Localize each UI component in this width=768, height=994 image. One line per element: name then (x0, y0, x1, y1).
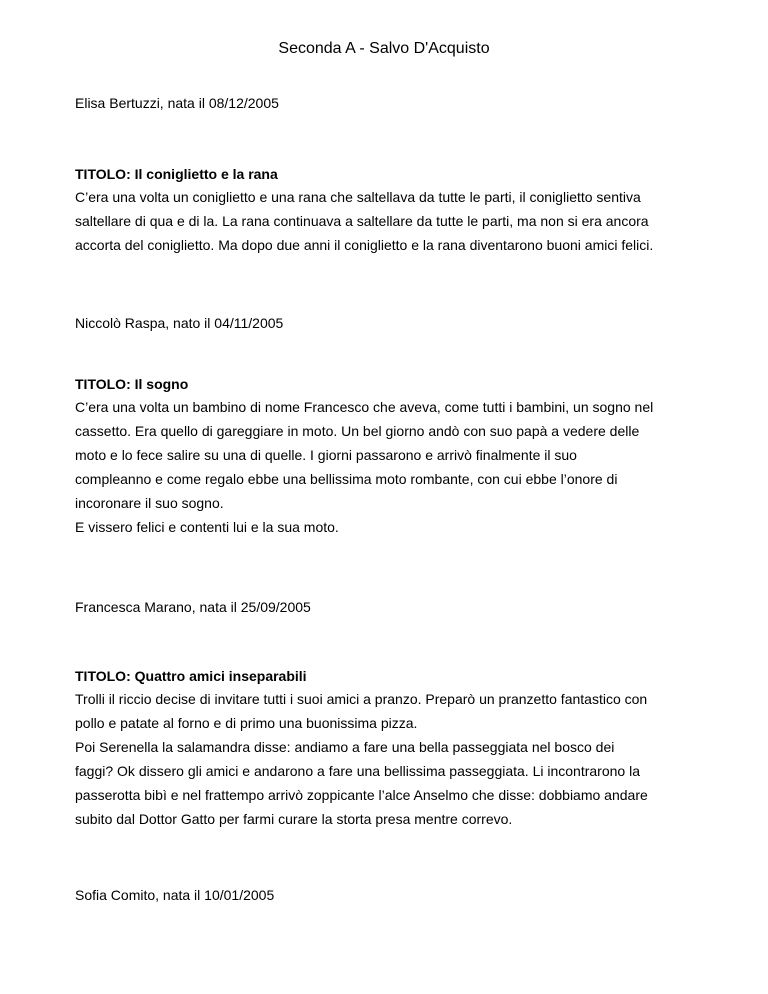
author-line: Sofia Comito, nata il 10/01/2005 (75, 887, 275, 903)
story-line: C’era una volta un coniglietto e una rana che saltellava da tutte le parti, il coniglietto sentiva (75, 189, 641, 205)
story-line: saltellare di qua e di la. La rana continuava a saltellare da tutte le parti, ma non si era ancora (75, 213, 649, 229)
story-line: E vissero felici e contenti lui e la sua moto. (75, 519, 339, 535)
story-line: subito dal Dottor Gatto per farmi curare la storta presa mentre correvo. (75, 811, 513, 827)
author-line: Niccolò Raspa, nato il 04/11/2005 (75, 315, 284, 331)
story-title: TITOLO: Quattro amici inseparabili (75, 668, 307, 684)
story-line: accorta del coniglietto. Ma dopo due anni il coniglietto e la rana diventarono buoni amici felici. (75, 237, 654, 253)
story-line: cassetto. Era quello di gareggiare in moto. Un bel giorno andò con suo papà a vedere delle (75, 423, 640, 439)
page-title: Seconda A - Salvo D'Acquisto (278, 40, 490, 57)
story-line: faggi? Ok dissero gli amici e andarono a fare una bellissima passeggiata. Li incontrarono la (75, 763, 640, 779)
story-line: passerotta bibì e nel frattempo arrivò zoppicante l’alce Anselmo che disse: dobbiamo andare (75, 787, 648, 803)
author-line: Francesca Marano, nata il 25/09/2005 (75, 599, 311, 615)
story-line: Poi Serenella la salamandra disse: andiamo a fare una bella passeggiata nel bosco dei (75, 739, 615, 755)
story-line: moto e lo fece salire su una di quelle. I giorni passarono e arrivò finalmente il suo (75, 447, 577, 463)
story-line: Trolli il riccio decise di invitare tutti i suoi amici a pranzo. Preparò un pranzetto fantastico con (75, 691, 648, 707)
author-line: Elisa Bertuzzi, nata il 08/12/2005 (75, 95, 279, 111)
story-title: TITOLO: Il coniglietto e la rana (75, 166, 278, 182)
story-line: incoronare il suo sogno. (75, 495, 224, 511)
story-line: compleanno e come regalo ebbe una bellissima moto rombante, con cui ebbe l’onore di (75, 471, 618, 487)
story-line: pollo e patate al forno e di primo una buonissima pizza. (75, 715, 418, 731)
story-body (75, 687, 715, 831)
story-body (75, 185, 715, 257)
story-title: TITOLO: Il sogno (75, 376, 189, 392)
story-line: C’era una volta un bambino di nome Francesco che aveva, come tutti i bambini, un sogno nel (75, 399, 654, 415)
story-body (75, 395, 715, 539)
